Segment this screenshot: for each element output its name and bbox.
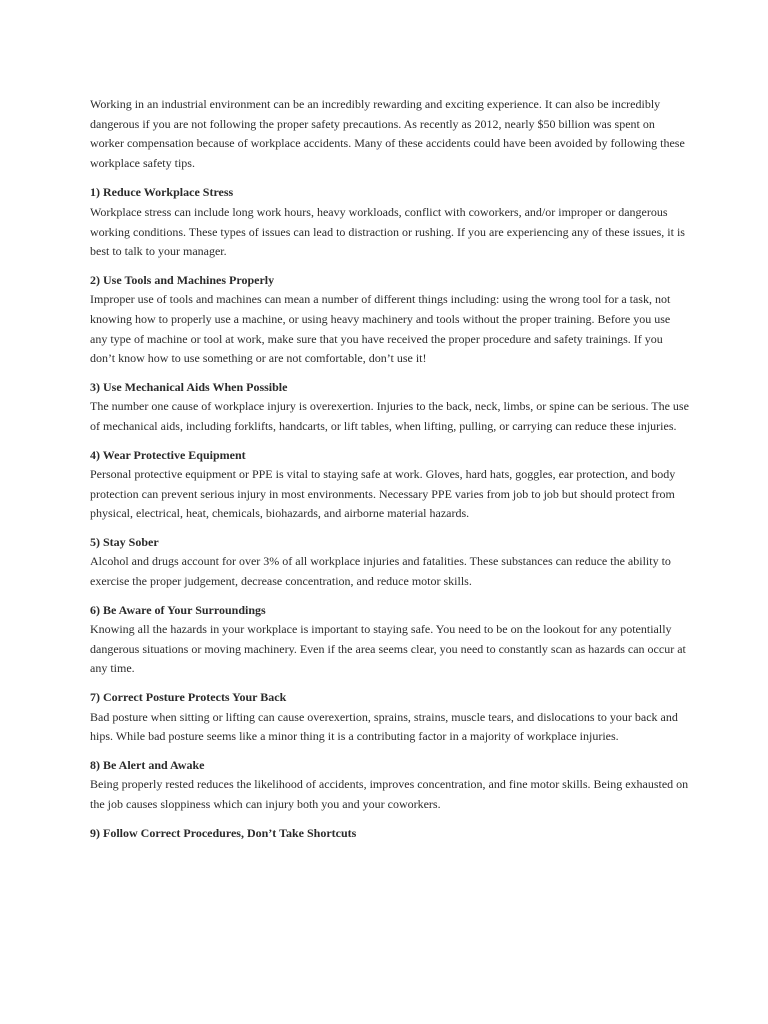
tip-heading: 3) Use Mechanical Aids When Possible xyxy=(90,379,288,394)
tip-heading: 9) Follow Correct Procedures, Don’t Take Shortcuts xyxy=(90,825,357,840)
tip-section-5 xyxy=(90,533,690,592)
tip-body: Alcohol and drugs account for over 3% of all workplace injuries and fatalities. These substances can reduce the ability to exercise the proper judgement, decrease concentration, and reduce motor skills. xyxy=(90,554,671,589)
tip-section-4 xyxy=(90,446,690,524)
tip-section-3 xyxy=(90,378,690,437)
tip-section-8 xyxy=(90,756,690,815)
tip-body: Bad posture when sitting or lifting can cause overexertion, sprains, strains, muscle tears, and dislocations to your back and hips. While bad posture seems like a minor thing it is a contributing factor in a majority of workplace injuries. xyxy=(90,709,678,744)
tip-body: Being properly rested reduces the likelihood of accidents, improves concentration, and fine motor skills. Being exhausted on the job causes sloppiness which can injury both you and your coworkers. xyxy=(90,777,689,811)
tip-section-6 xyxy=(90,601,690,679)
tip-section-9 xyxy=(90,824,690,844)
tip-body: The number one cause of workplace injury is overexertion. Injuries to the back, neck, limbs, or spine can be serious. The use of mechanical aids, including forklifts, handcarts, or lift tables, when lifting, pulling, or carrying can reduce these injuries. xyxy=(90,399,689,433)
tip-body: Personal protective equipment or PPE is vital to staying safe at work. Gloves, hard hats, goggles, ear protection, and body protection can prevent serious injury in most environments. Necessary PPE varies from job to job but should protect from physical, electrical, heat, chemicals, biohazards, and airborne material hazards. xyxy=(90,467,676,521)
tip-body: Workplace stress can include long work hours, heavy workloads, conflict with coworkers, and/or improper or dangerous working conditions. These types of issues can lead to distraction or rushing. If you are experiencing any of these issues, it is best to talk to your manager. xyxy=(90,204,685,259)
tip-heading: 8) Be Alert and Awake xyxy=(90,757,205,772)
tip-heading: 5) Stay Sober xyxy=(90,534,159,549)
tip-heading: 6) Be Aware of Your Surroundings xyxy=(90,602,266,617)
tip-section-2 xyxy=(90,271,690,369)
tip-heading: 7) Correct Posture Protects Your Back xyxy=(90,690,287,705)
tip-section-7 xyxy=(90,688,690,747)
tip-section-1 xyxy=(90,183,690,261)
tip-body: Knowing all the hazards in your workplace is important to staying safe. You need to be on the lookout for any potentially dangerous situations or moving machinery. Even if the area seems clear, you need to constantly scan as hazards can occur at any time. xyxy=(90,622,686,676)
tip-heading: 4) Wear Protective Equipment xyxy=(90,447,246,462)
intro-paragraph: Working in an industrial environment can be an incredibly rewarding and exciting experience. It can also be incredibly dangerous if you are not following the proper safety precautions. As recently as 2012, nearly $50 billion was spent on worker compensation because of workplace accidents. Many of these accidents could have been avoided by following these workplace safety tips. xyxy=(90,97,685,170)
tip-heading: 2) Use Tools and Machines Properly xyxy=(90,272,275,287)
tip-body: Improper use of tools and machines can mean a number of different things including: using the wrong tool for a task, not knowing how to properly use a machine, or using heavy machinery and tools without the proper training. Before you use any type of machine or tool at work, make sure that you have received the proper procedure and safety trainings. If you don’t know how to use something or are not comfortable, don’t use it! xyxy=(90,292,671,366)
tip-heading: 1) Reduce Workplace Stress xyxy=(90,185,234,200)
document-page xyxy=(90,95,690,852)
